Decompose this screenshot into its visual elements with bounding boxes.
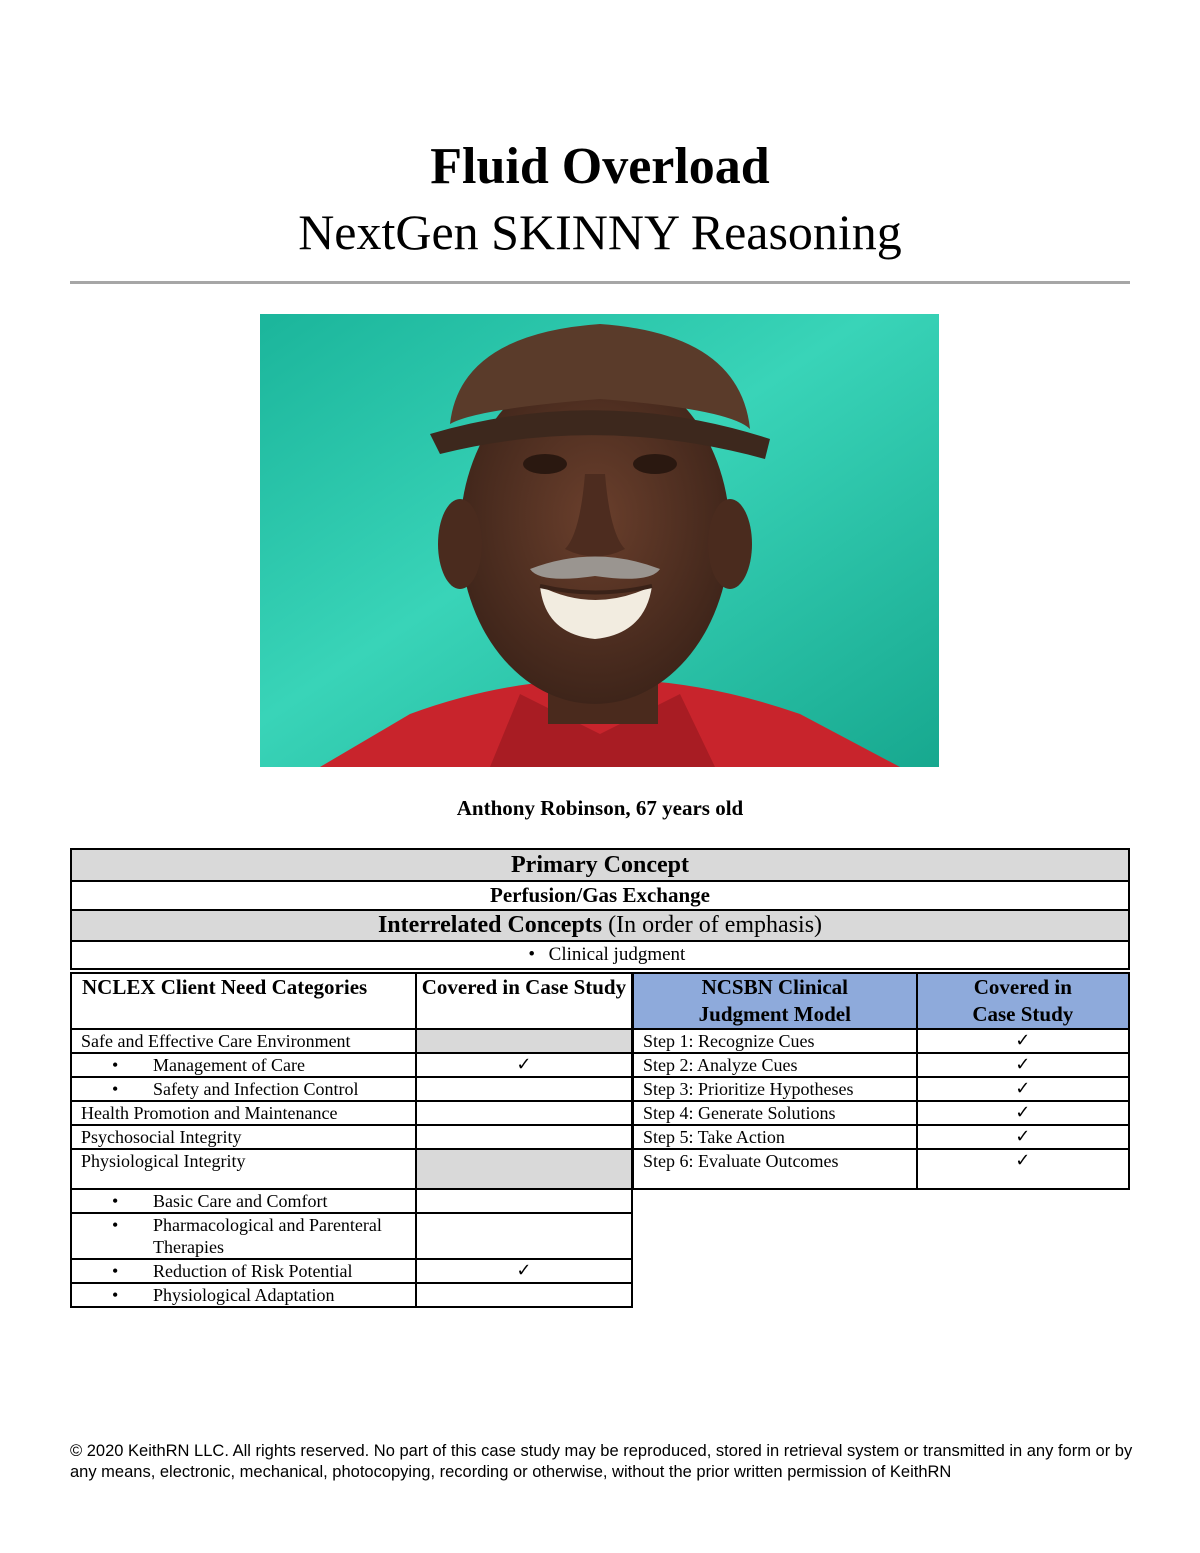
bullet-icon: •: [112, 1055, 119, 1075]
check-icon: ✓: [917, 1029, 1129, 1053]
interrelated-heading-rest: (In order of emphasis): [602, 912, 823, 938]
nclex-row-label: Physiological Adaptation: [153, 1285, 335, 1305]
table-row: [633, 1149, 1129, 1189]
nclex-covered-header: Covered in Case Study: [416, 973, 632, 1029]
nclex-row-label: Management of Care: [153, 1055, 305, 1075]
bullet-icon: •: [112, 1191, 119, 1211]
nclex-row-label: Reduction of Risk Potential: [153, 1261, 353, 1281]
table-row: [633, 1029, 1129, 1053]
concepts-table: [70, 848, 1130, 970]
check-icon: ✓: [917, 1149, 1129, 1189]
nclex-row-check: [416, 1189, 632, 1213]
nclex-row-check: [416, 1029, 632, 1053]
table-row: [71, 1149, 632, 1189]
table-row: [71, 1053, 632, 1077]
check-icon: ✓: [917, 1101, 1129, 1125]
interrelated-concepts-heading: [71, 910, 1129, 941]
table-row: [71, 1189, 632, 1213]
page-title: Fluid Overload: [430, 138, 770, 195]
nclex-row-label-cell: [71, 1053, 416, 1077]
interrelated-heading-bold: Interrelated Concepts: [377, 912, 603, 938]
nclex-row-label: Basic Care and Comfort: [153, 1191, 328, 1211]
nclex-row-label: Safety and Infection Control: [153, 1079, 359, 1099]
nclex-row-label-cell: [71, 1283, 416, 1307]
table-row: [71, 1213, 632, 1259]
interrelated-concept-item: [71, 941, 1129, 969]
table-row: [633, 1101, 1129, 1125]
table-row: [71, 1259, 632, 1283]
table-row: [71, 1283, 632, 1307]
nclex-table: [70, 972, 633, 1308]
ncsbn-model-header: NCSBN Clinical Judgment Model: [633, 973, 917, 1029]
table-row: [633, 1125, 1129, 1149]
bullet-icon: •: [112, 1079, 119, 1099]
nclex-row-check: [416, 1125, 632, 1149]
nclex-category-header: NCLEX Client Need Categories: [71, 973, 416, 1029]
nclex-row-check: [416, 1077, 632, 1101]
nclex-row-label: Psychosocial Integrity: [71, 1125, 416, 1149]
interrelated-concept-label: Clinical judgment: [548, 944, 686, 965]
nclex-row-label: Physiological Integrity: [71, 1149, 416, 1189]
ncsbn-step-label: Step 4: Generate Solutions: [633, 1101, 917, 1125]
table-row: [71, 1029, 632, 1053]
title-divider: [70, 281, 1130, 284]
table-row: [71, 1101, 632, 1125]
ncsbn-step-label: Step 5: Take Action: [633, 1125, 917, 1149]
ncsbn-step-label: Step 1: Recognize Cues: [633, 1029, 917, 1053]
ncsbn-step-label: Step 2: Analyze Cues: [633, 1053, 917, 1077]
table-row: [633, 1053, 1129, 1077]
nclex-row-label-cell: [71, 1213, 416, 1259]
nclex-row-label-cell: [71, 1189, 416, 1213]
table-row: [633, 1077, 1129, 1101]
nclex-row-check: [416, 1213, 632, 1259]
nclex-row-check: [416, 1101, 632, 1125]
primary-concept-heading: Primary Concept: [71, 849, 1129, 881]
nclex-row-label-cell: [71, 1259, 416, 1283]
nclex-row-label-cell: [71, 1077, 416, 1101]
nclex-row-label: Safe and Effective Care Environment: [71, 1029, 416, 1053]
check-icon: ✓: [917, 1125, 1129, 1149]
copyright-footer: © 2020 KeithRN LLC. All rights reserved. No part of this case study may be reproduced, stored in retrieval system or transmitted in any form or by any means, electronic, mechanical, photocopying, recording or otherwise, without the prior written permission of KeithRN: [70, 1442, 1133, 1481]
patient-photo: [260, 314, 939, 767]
table-row: [71, 1077, 632, 1101]
check-icon: ✓: [917, 1053, 1129, 1077]
page-subtitle: NextGen SKINNY Reasoning: [298, 204, 902, 260]
check-icon: ✓: [416, 1053, 632, 1077]
bullet-icon: •: [112, 1215, 119, 1235]
primary-concept-value: Perfusion/Gas Exchange: [71, 881, 1129, 910]
nclex-row-check: [416, 1283, 632, 1307]
patient-caption: Anthony Robinson, 67 years old: [456, 796, 744, 820]
bullet-icon: •: [112, 1261, 119, 1281]
nclex-row-label: Pharmacological and Parenteral Therapies: [153, 1215, 382, 1257]
ncsbn-step-label: Step 3: Prioritize Hypotheses: [633, 1077, 917, 1101]
nclex-row-label: Health Promotion and Maintenance: [71, 1101, 416, 1125]
nclex-row-check: [416, 1149, 632, 1189]
check-icon: ✓: [416, 1259, 632, 1283]
ncsbn-covered-header: Covered in Case Study: [917, 973, 1129, 1029]
table-row: [71, 1125, 632, 1149]
bullet-icon: •: [112, 1285, 119, 1305]
ncsbn-step-label: Step 6: Evaluate Outcomes: [633, 1149, 917, 1189]
check-icon: ✓: [917, 1077, 1129, 1101]
bullet-icon: •: [528, 944, 535, 965]
ncsbn-table: [632, 972, 1130, 1190]
